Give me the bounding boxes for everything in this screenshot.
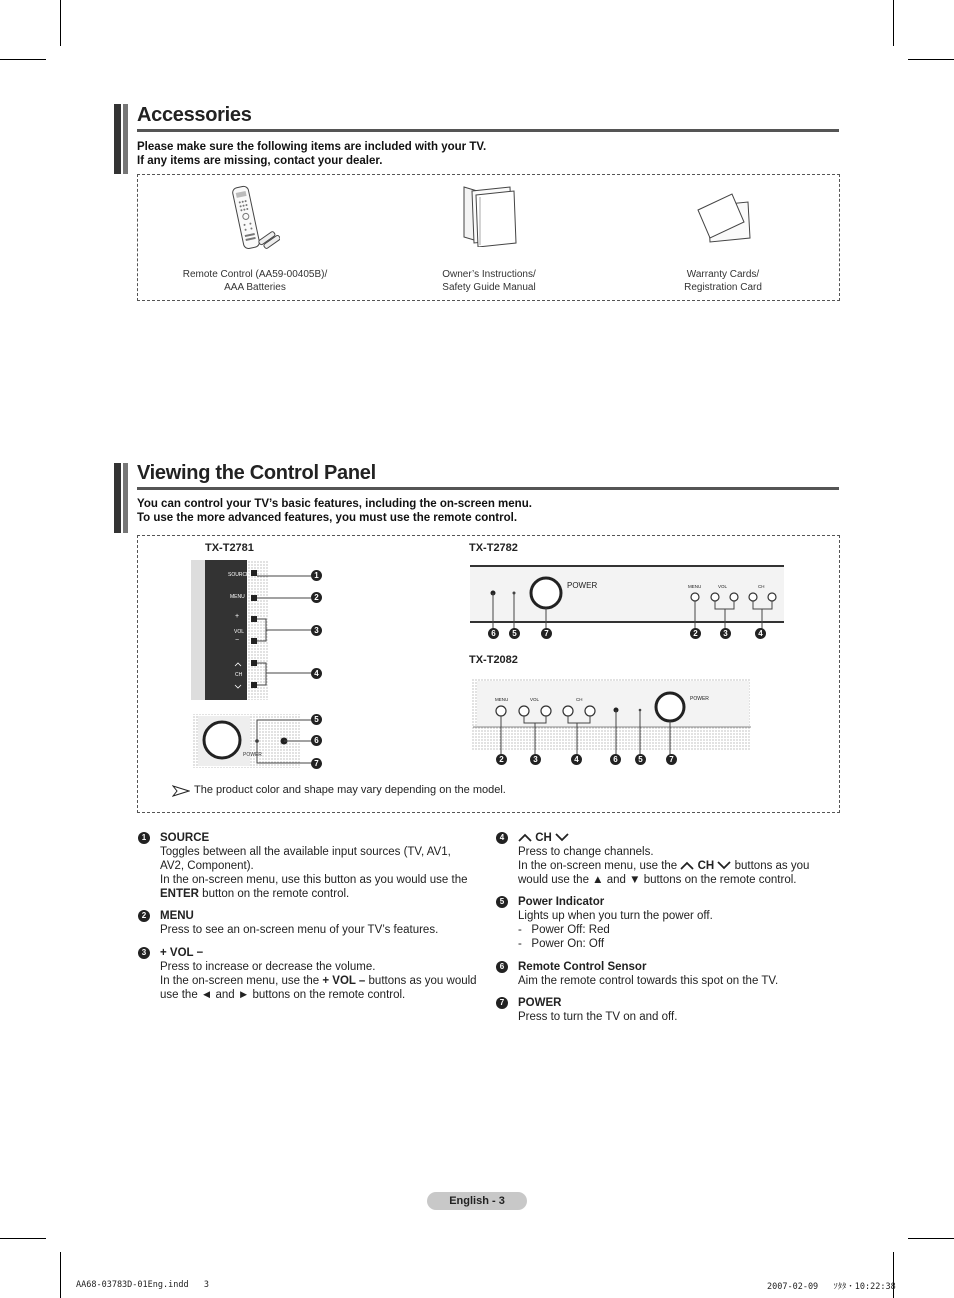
desc-line: - Power On: Off: [518, 938, 605, 950]
side-label-source: SOURCE: [228, 572, 250, 578]
tx-t2082-power-label: POWER: [690, 696, 709, 702]
callout-5: 5: [311, 714, 322, 725]
tx-t2782-vol-label: VOL: [718, 584, 728, 589]
tx-t2782-power-label: POWER: [567, 581, 598, 590]
callout-1: 1: [311, 570, 322, 581]
tx-t2082-vol-label: VOL: [530, 697, 540, 702]
desc-heading: Remote Control Sensor: [518, 961, 647, 973]
accessory-caption: [399, 268, 579, 294]
file-slug: AA68-03783D-01Eng.indd 3: [76, 1280, 210, 1290]
crop-mark: [0, 1238, 46, 1239]
desc-heading: CH: [535, 832, 552, 844]
intro-line: To use the more advanced features, you must use the remote control.: [137, 512, 518, 524]
desc-line: Press to change channels.: [518, 846, 654, 858]
chevron-up-icon: [518, 833, 532, 842]
accessories-intro: [137, 140, 486, 168]
desc-power-indicator: [499, 895, 838, 951]
desc-number: 7: [496, 997, 508, 1009]
desc-bold: ENTER: [160, 888, 199, 900]
desc-line: Aim the remote control towards this spot on the TV.: [518, 975, 779, 987]
desc-vol: [141, 946, 490, 1002]
callout-5: 5: [635, 754, 646, 765]
desc-heading-row: [518, 831, 838, 845]
crop-mark: [60, 0, 61, 46]
side-label-plus: +: [235, 613, 240, 620]
callout-5: 5: [509, 628, 520, 639]
accessory-caption: [160, 268, 350, 294]
desc-remote-sensor: [499, 960, 838, 988]
accessories-title: Accessories: [137, 104, 252, 126]
control-panel-title: Viewing the Control Panel: [137, 462, 376, 484]
crop-mark: [893, 0, 894, 46]
desc-line: AV2, Component).: [160, 860, 254, 872]
tx-t2782-panel-diagram: [469, 560, 787, 630]
callout-4: 4: [755, 628, 766, 639]
callout-6: 6: [610, 754, 621, 765]
desc-line: Toggles between all the available input sources (TV, AV1,: [160, 846, 451, 858]
desc-bold: + VOL –: [322, 975, 366, 987]
desc-heading: SOURCE: [160, 832, 210, 844]
side-label-ch: CH: [235, 672, 243, 678]
callout-2: 2: [311, 592, 322, 603]
tx-t2082-ch-label: CH: [576, 697, 583, 702]
tx-t2082-panel-diagram: [469, 676, 755, 762]
date-slug: 2007-02-09 ｿﾀﾀ・10:22:38: [767, 1282, 896, 1292]
callout-6: 6: [488, 628, 499, 639]
side-label-menu: MENU: [230, 594, 245, 600]
product-note: The product color and shape may vary depending on the model.: [194, 784, 506, 796]
callout-7: 7: [311, 758, 322, 769]
intro-line: Please make sure the following items are included with your TV.: [137, 141, 487, 153]
chevron-down-icon: [717, 861, 731, 870]
control-panel-intro: [137, 497, 532, 525]
caption-line: Safety Guide Manual: [442, 282, 536, 293]
desc-line: Press to see an on-screen menu of your TV’s features.: [160, 924, 439, 936]
side-panel-diagram: [188, 558, 328, 703]
desc-text: In the on-screen menu, use the: [160, 975, 323, 987]
caption-line: AAA Batteries: [224, 282, 286, 293]
front-power-diagram: [190, 710, 330, 772]
chevron-down-icon: [555, 833, 569, 842]
remote-control-icon: [228, 182, 280, 252]
callout-7: 7: [666, 754, 677, 765]
title-rule: [137, 129, 839, 132]
caption-line: Registration Card: [684, 282, 762, 293]
arrow-note-icon: [172, 785, 190, 797]
desc-text: button on the remote control.: [198, 888, 350, 900]
callout-3: 3: [311, 625, 322, 636]
desc-source: [141, 831, 490, 901]
desc-heading: Power Indicator: [518, 896, 605, 908]
tx-t2782-menu-label: MENU: [688, 584, 702, 589]
desc-number: 4: [496, 832, 508, 844]
title-rule: [137, 487, 839, 490]
callout-2: 2: [496, 754, 507, 765]
crop-mark: [908, 1238, 954, 1239]
desc-number: 2: [138, 910, 150, 922]
desc-line: In the on-screen menu, use this button as you would use the: [160, 874, 468, 886]
chevron-icon: [232, 658, 244, 694]
desc-number: 6: [496, 961, 508, 973]
chevron-up-icon: [680, 861, 694, 870]
model-label: TX-T2082: [469, 654, 518, 666]
callout-2: 2: [690, 628, 701, 639]
side-label-vol: VOL: [234, 629, 245, 635]
desc-bold: CH: [697, 860, 715, 872]
intro-line: You can control your TV’s basic features, including the on-screen menu.: [137, 498, 532, 510]
caption-line: Warranty Cards/: [686, 269, 760, 280]
manual-icon: [460, 185, 520, 247]
callout-3: 3: [530, 754, 541, 765]
page-number: English - 3: [427, 1192, 527, 1210]
front-power-label: POWER: [243, 752, 262, 758]
callout-4: 4: [571, 754, 582, 765]
callout-7: 7: [541, 628, 552, 639]
callout-4: 4: [311, 668, 322, 679]
callout-3: 3: [720, 628, 731, 639]
desc-ch: [499, 831, 838, 887]
desc-heading: + VOL −: [160, 947, 204, 959]
model-label: TX-T2781: [205, 542, 254, 554]
desc-line: [160, 974, 490, 988]
desc-line: use the ◄ and ► buttons on the remote control.: [160, 989, 406, 1001]
desc-text: In the on-screen menu, use the: [518, 860, 681, 872]
desc-line: [518, 859, 838, 873]
desc-number: 1: [138, 832, 150, 844]
accessory-caption: [633, 268, 813, 294]
desc-heading: POWER: [518, 997, 562, 1009]
desc-line: - Power Off: Red: [518, 924, 610, 936]
desc-line: [160, 887, 490, 901]
caption-line: Remote Control (AA59-00405B)/: [182, 269, 328, 280]
warranty-card-icon: [694, 192, 752, 244]
desc-line: Lights up when you turn the power off.: [518, 910, 713, 922]
desc-number: 3: [138, 947, 150, 959]
intro-line: If any items are missing, contact your dealer.: [137, 155, 383, 167]
caption-line: Owner’s Instructions/: [442, 269, 536, 280]
desc-heading: MENU: [160, 910, 194, 922]
desc-power: [499, 996, 838, 1024]
crop-mark: [0, 59, 46, 60]
desc-line: Press to increase or decrease the volume.: [160, 961, 376, 973]
desc-menu: [141, 909, 490, 937]
tx-t2082-menu-label: MENU: [495, 697, 509, 702]
tx-t2782-ch-label: CH: [758, 584, 765, 589]
desc-line: Press to turn the TV on and off.: [518, 1011, 678, 1023]
desc-text: buttons as you: [731, 860, 810, 872]
desc-line: would use the ▲ and ▼ buttons on the remote control.: [518, 874, 797, 886]
callout-6: 6: [311, 735, 322, 746]
desc-text: buttons as you would: [365, 975, 477, 987]
crop-mark: [908, 59, 954, 60]
crop-mark: [60, 1252, 61, 1298]
side-label-minus: −: [235, 637, 240, 644]
model-label: TX-T2782: [469, 542, 518, 554]
desc-number: 5: [496, 896, 508, 908]
